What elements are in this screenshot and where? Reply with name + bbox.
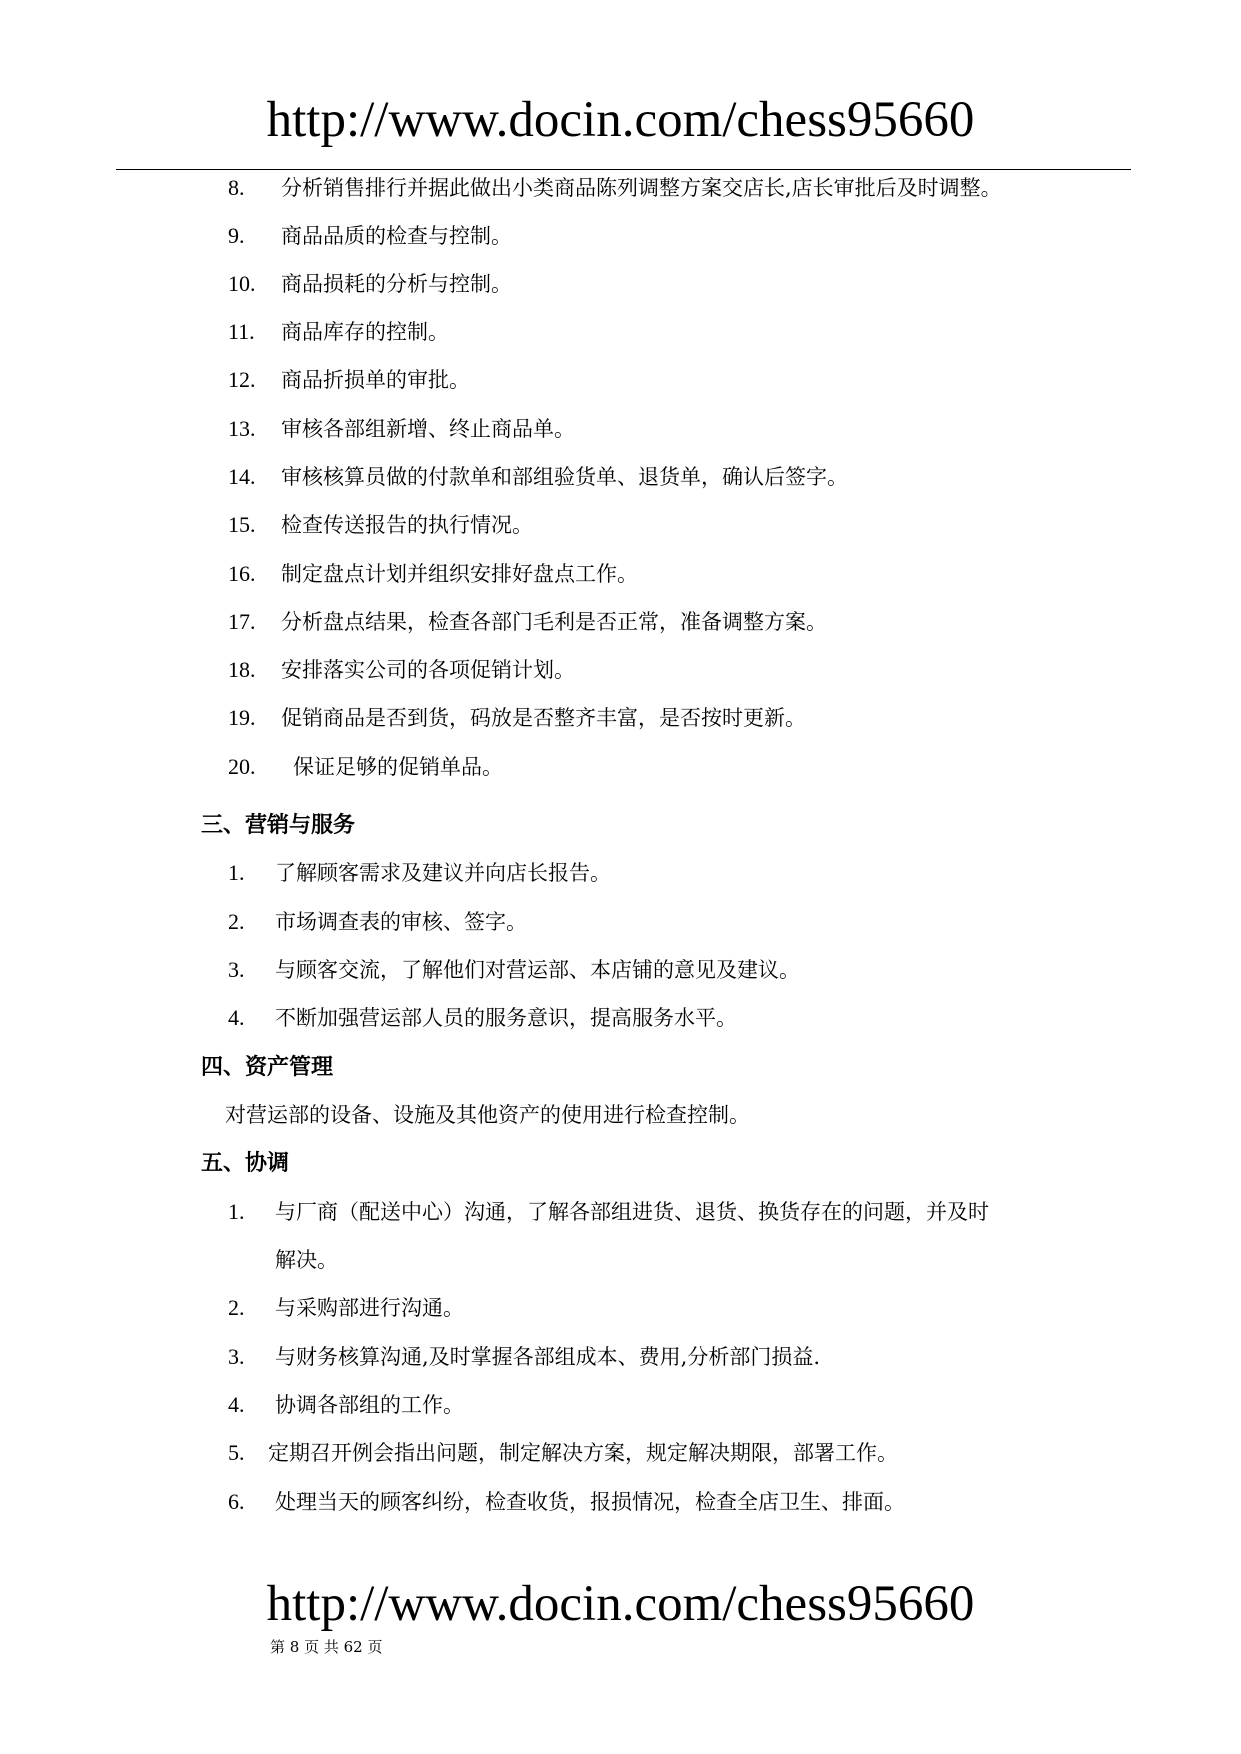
- list-item: 与厂商（配送中心）沟通，了解各部组进货、退货、换货存在的问题，并及时: [275, 1200, 989, 1224]
- list-item-number: 14.: [228, 464, 256, 489]
- list-item: 审核各部组新增、终止商品单。: [281, 417, 575, 441]
- list-item-number: 12.: [228, 367, 256, 392]
- watermark-url-top: http://www.docin.com/chess95660: [266, 92, 975, 148]
- list-item: 商品损耗的分析与控制。: [281, 272, 512, 296]
- list-item: 不断加强营运部人员的服务意识，提高服务水平。: [275, 1006, 737, 1030]
- list-item: 与财务核算沟通,及时掌握各部组成本、费用,分析部门损益.: [275, 1345, 821, 1369]
- list-item: 市场调查表的审核、签字。: [275, 910, 527, 934]
- list-item: 与采购部进行沟通。: [275, 1296, 464, 1320]
- list-item: 制定盘点计划并组织安排好盘点工作。: [281, 562, 638, 586]
- list-item: 保证足够的促销单品。: [293, 755, 503, 779]
- list-item-number: 6.: [228, 1489, 245, 1514]
- list-item-number: 3.: [228, 1344, 245, 1369]
- list-item: 促销商品是否到货，码放是否整齐丰富，是否按时更新。: [281, 706, 806, 730]
- list-item: 分析盘点结果，检查各部门毛利是否正常，准备调整方案。: [281, 610, 827, 634]
- list-item: 安排落实公司的各项促销计划。: [281, 658, 575, 682]
- list-item: 商品品质的检查与控制。: [281, 224, 512, 248]
- list-item-number: 19.: [228, 705, 256, 730]
- list-item-number: 10.: [228, 271, 256, 296]
- list-item-number: 5.: [228, 1440, 245, 1465]
- list-item-number: 4.: [228, 1005, 245, 1030]
- list-item-number: 17.: [228, 609, 256, 634]
- list-item-number: 15.: [228, 512, 256, 537]
- page-number: 第 8 页 共 62 页: [270, 1638, 383, 1656]
- section-paragraph: 对营运部的设备、设施及其他资产的使用进行检查控制。: [225, 1103, 750, 1127]
- list-item: 协调各部组的工作。: [275, 1393, 464, 1417]
- list-item: 检查传送报告的执行情况。: [281, 513, 533, 537]
- list-item-number: 3.: [228, 957, 245, 982]
- list-item: 分析销售排行并据此做出小类商品陈列调整方案交店长,店长审批后及时调整。: [281, 176, 1002, 200]
- list-item-number: 1.: [228, 860, 245, 885]
- list-item-continuation: 解决。: [275, 1248, 338, 1272]
- list-item-number: 8.: [228, 175, 245, 200]
- list-item-number: 20.: [228, 754, 256, 779]
- section-heading-asset-management: 四、资产管理: [201, 1054, 334, 1080]
- header-rule: [116, 169, 1131, 170]
- list-item-number: 18.: [228, 657, 256, 682]
- list-item-number: 16.: [228, 561, 256, 586]
- list-item: 与顾客交流，了解他们对营运部、本店铺的意见及建议。: [275, 958, 800, 982]
- list-item: 审核核算员做的付款单和部组验货单、退货单，确认后签字。: [281, 465, 848, 489]
- section-heading-marketing-service: 三、营销与服务: [201, 812, 356, 838]
- list-item-number: 4.: [228, 1392, 245, 1417]
- list-item: 处理当天的顾客纠纷，检查收货，报损情况，检查全店卫生、排面。: [275, 1490, 905, 1514]
- list-item: 了解顾客需求及建议并向店长报告。: [275, 861, 611, 885]
- list-item-number: 1.: [228, 1199, 245, 1224]
- list-item-number: 2.: [228, 1295, 245, 1320]
- list-item: 商品库存的控制。: [281, 320, 449, 344]
- list-item: 商品折损单的审批。: [281, 368, 470, 392]
- list-item: 定期召开例会指出问题，制定解决方案，规定解决期限，部署工作。: [268, 1441, 898, 1465]
- list-item-number: 9.: [228, 223, 245, 248]
- list-item-number: 13.: [228, 416, 256, 441]
- list-item-number: 2.: [228, 909, 245, 934]
- list-item-number: 11.: [228, 319, 255, 344]
- watermark-url-bottom: http://www.docin.com/chess95660: [266, 1576, 975, 1632]
- section-heading-coordination: 五、协调: [201, 1150, 290, 1176]
